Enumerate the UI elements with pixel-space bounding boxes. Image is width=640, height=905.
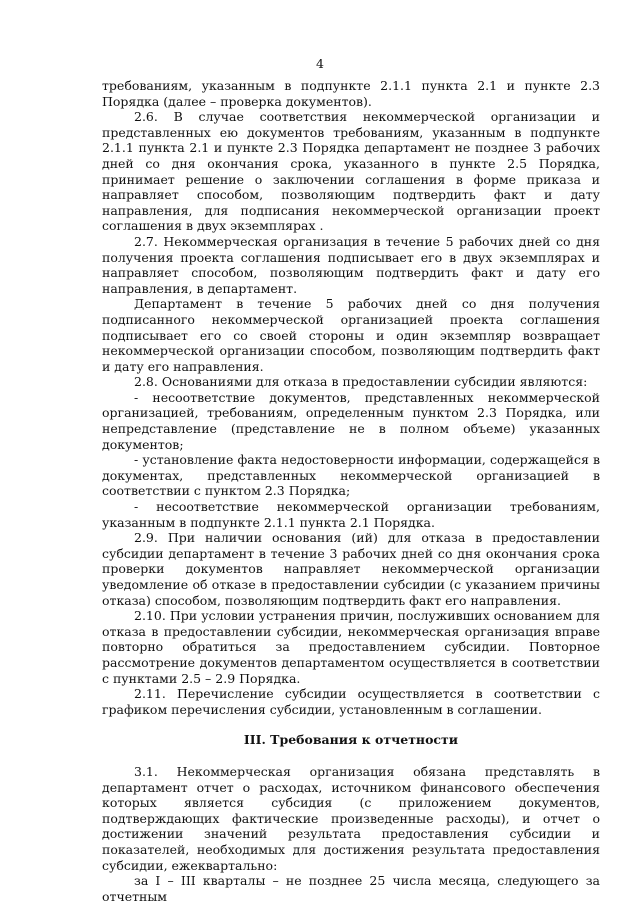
paragraph-3-1-quarters: за I – III кварталы – не позднее 25 числа месяца, следующего за отчетным (102, 873, 600, 904)
paragraph-2-8-item-1: - несоответствие документов, представленных некоммерческой организацией, требованиям, определенным пунктом 2.3 Порядка, или непредставление (представление не в полном объеме) указанных документов; (102, 389, 600, 452)
paragraph-2-7: 2.7. Некоммерческая организация в течение 5 рабочих дней со дня получения проекта соглашения подписывает его в двух экземплярах и направляет способом, позволяющим подтвердить факт и дату его направления, в департамент. (102, 233, 600, 296)
section-heading: III. Требования к отчетности (243, 732, 459, 748)
paragraph-2-8-item-3: - несоответствие некоммерческой организации требованиям, указанным в подпункте 2.1.1 пункта 2.1 Порядка. (102, 499, 600, 530)
document-body (102, 78, 600, 904)
page-number: 4 (316, 56, 324, 71)
paragraph-2-8-item-2: - установление факта недостоверности информации, содержащейся в документах, представленных некоммерческой организацией в соответствии с пунктом 2.3 Порядка; (102, 452, 600, 499)
paragraph-2-6: 2.6. В случае соответствия некоммерческой организации и представленных ею документов требованиям, указанным в подпункте 2.1.1 пункта 2.1 и пункте 2.3 Порядка департамент не позднее 3 рабочих дней со дня окончания срока, указанного в пункте 2.5 Порядка, принимает решение о заключении соглашения в форме приказа и направляет способом, позволяющим подтвердить факт и дату направления, для подписания некоммерческой организации проект соглашения в двух экземплярах . (102, 109, 600, 234)
paragraph-3-1: 3.1. Некоммерческая организация обязана представлять в департамент отчет о расходах, источником финансового обеспечения которых является субсидия (с приложением документов, подтверждающих фактические произведенные расходы), и отчет о достижении значений результата предоставления субсидии и показателей, необходимых для достижения результата предоставления субсидии, ежеквартально: (102, 763, 600, 873)
paragraph-2-10: 2.10. При условии устранения причин, послуживших основанием для отказа в предоставлении субсидии, некоммерческая организация вправе повторно обратиться за предоставлением субсидии. Повторное рассмотрение документов департаментом осуществляется в соответствии с пунктами 2.5 – 2.9 Порядка. (102, 608, 600, 686)
paragraph-continuation: требованиям, указанным в подпункте 2.1.1 пункта 2.1 и пункте 2.3 Порядка (далее – проверка документов). (102, 78, 600, 109)
paragraph-2-7-department: Департамент в течение 5 рабочих дней со дня получения подписанного некоммерческой организацией проекта соглашения подписывает его со своей стороны и один экземпляр возвращает некоммерческой организации способом, позволяющим подтвердить факт и дату его направления. (102, 296, 600, 374)
paragraph-2-8: 2.8. Основаниями для отказа в предоставлении субсидии являются: (134, 374, 588, 390)
paragraph-2-11: 2.11. Перечисление субсидии осуществляется в соответствии с графиком перечисления субсидии, установленным в соглашении. (102, 686, 600, 717)
paragraph-2-9: 2.9. При наличии основания (ий) для отказа в предоставлении субсидии департамент в течение 3 рабочих дней со дня окончания срока проверки документов направляет некоммерческой организации уведомление об отказе в предоставлении субсидии (с указанием причины отказа) способом, позволяющим подтвердить факт его направления. (102, 530, 600, 608)
